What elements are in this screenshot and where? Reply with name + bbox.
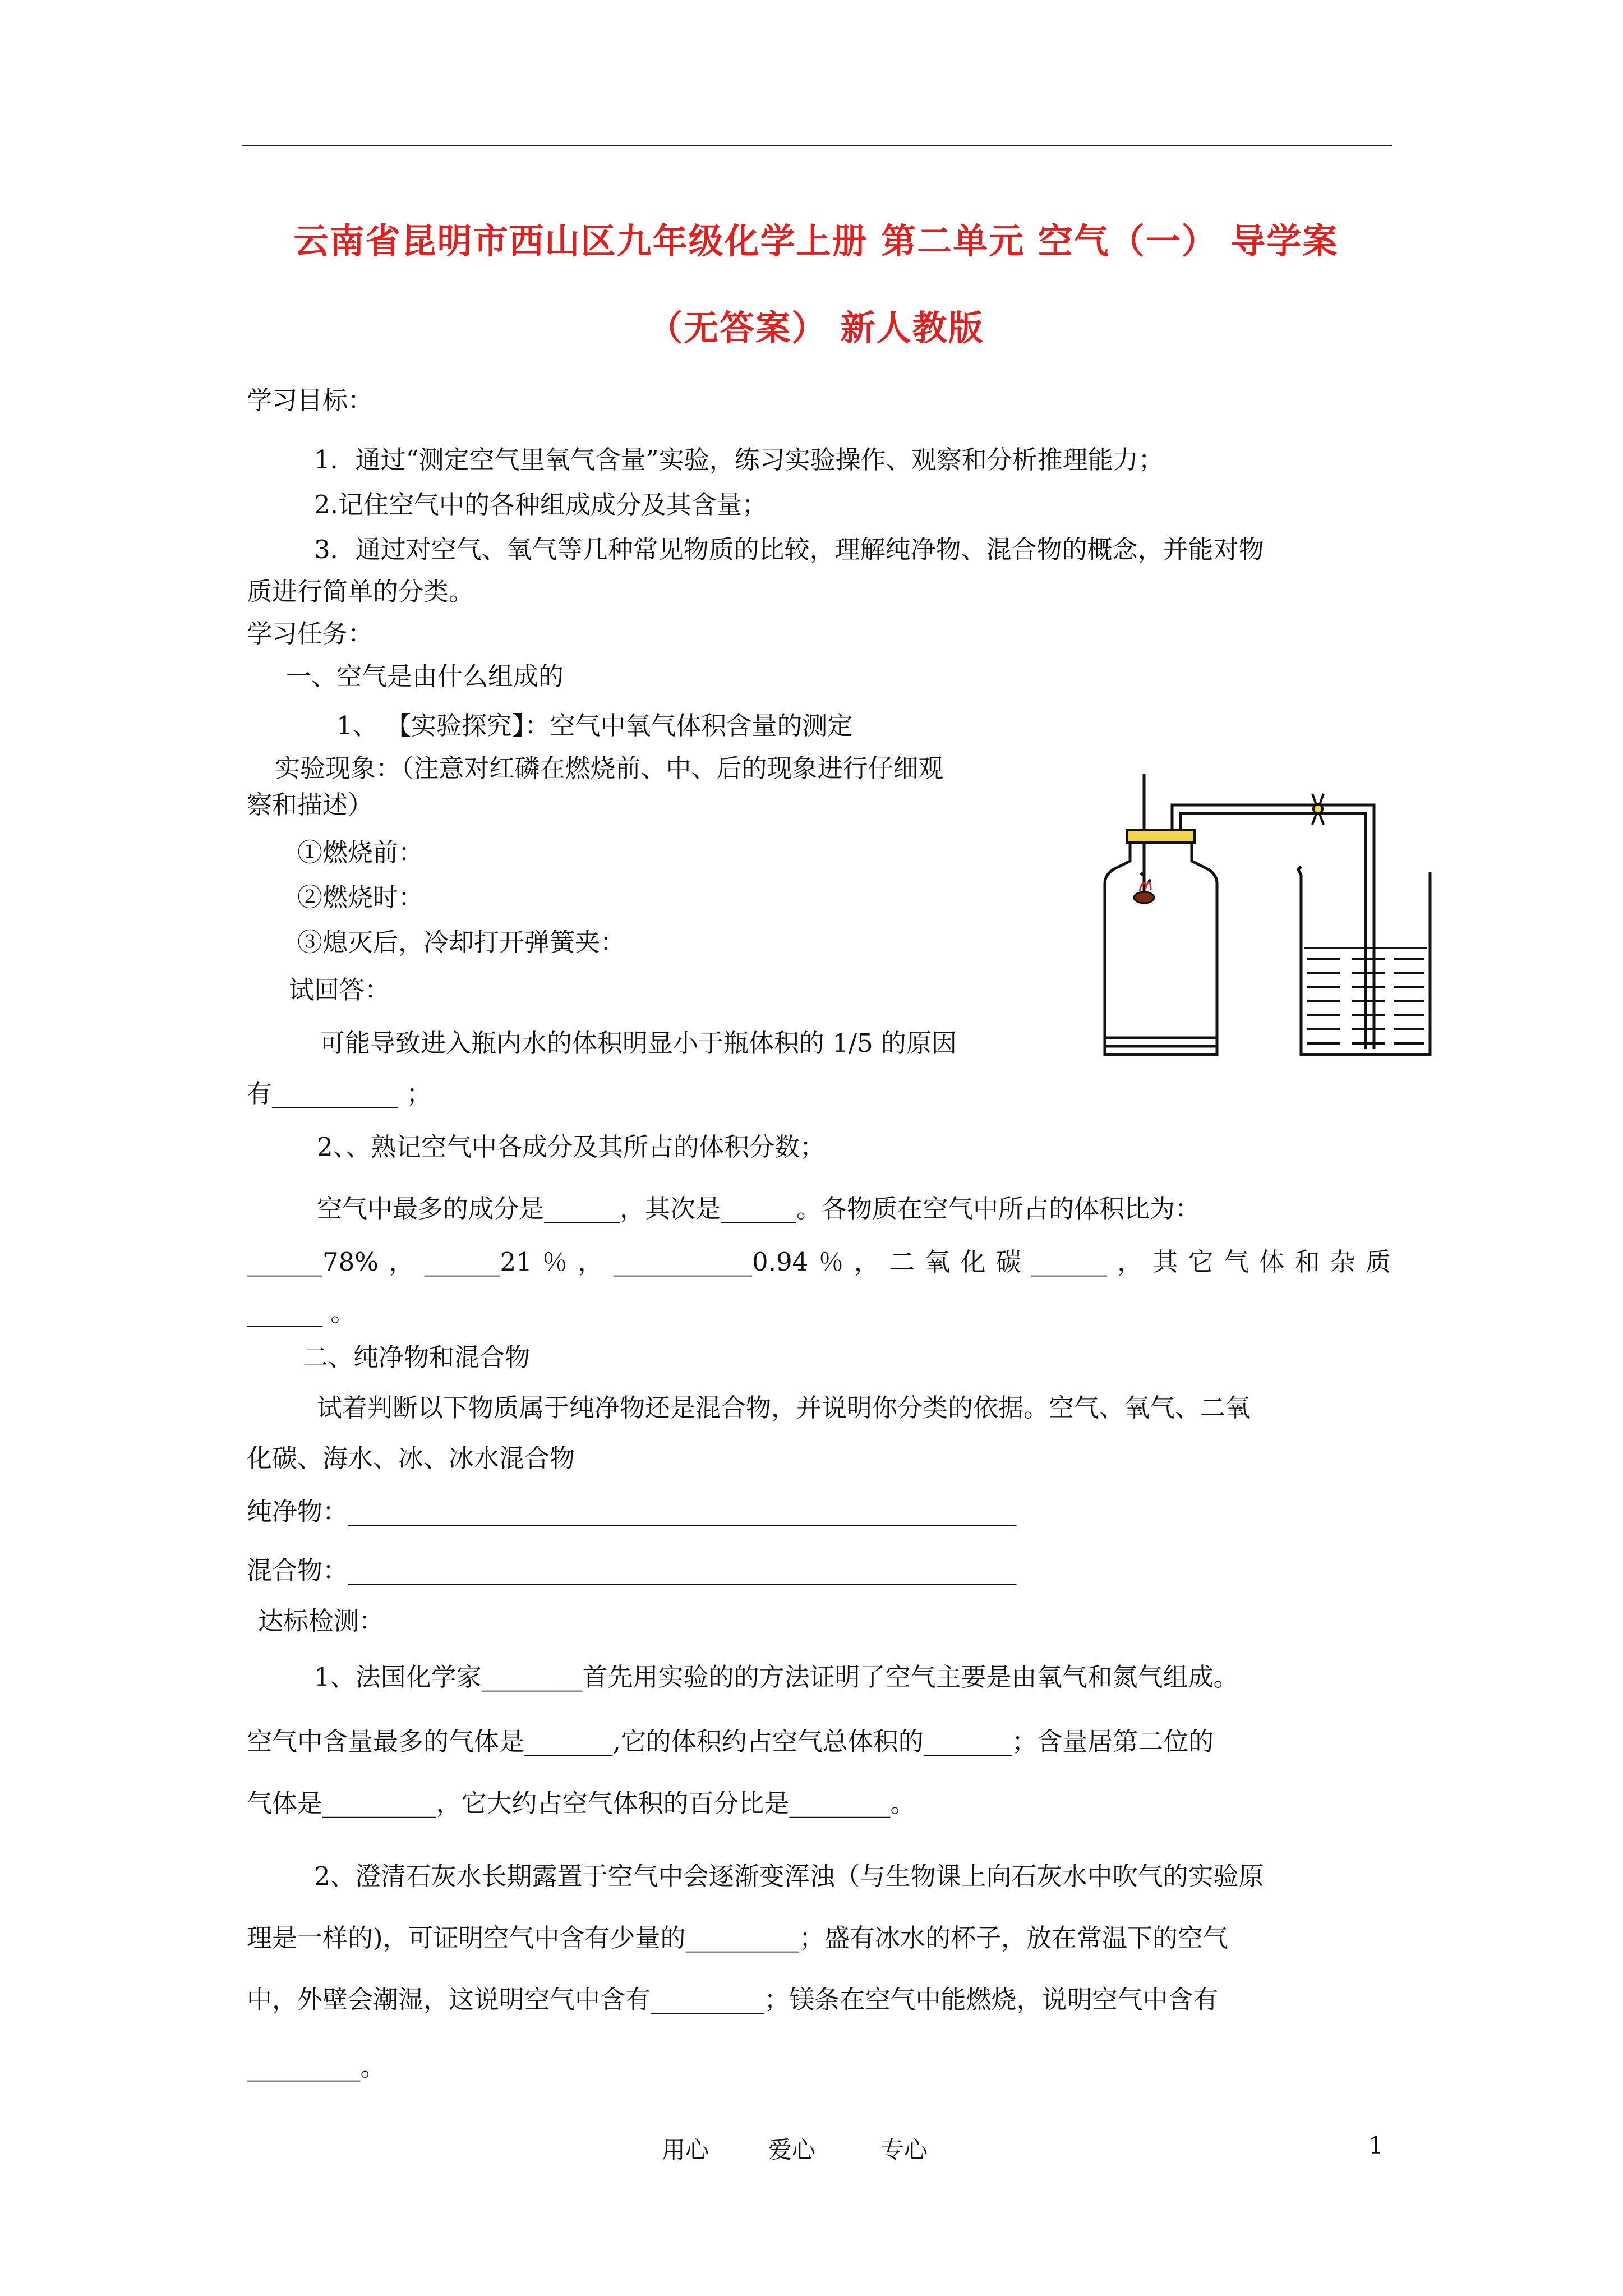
experiment-heading: 1、 【实验探究】：空气中氧气体积含量的测定 bbox=[336, 711, 853, 740]
mixture-line: 混合物：_____________________________________________________ bbox=[247, 1556, 1017, 1585]
question2-line-d: _________。 bbox=[247, 2052, 386, 2082]
footer-motto-2: 爱心 bbox=[768, 2136, 816, 2164]
test-heading: 达标检测： bbox=[258, 1606, 385, 1636]
reason-line-a: 可能导致进入瓶内水的体积明显小于瓶体积的 1/5 的原因 bbox=[320, 1028, 957, 1058]
after-burning: ③熄灭后，冷却打开弹簧夹： bbox=[297, 927, 626, 957]
collecting-bottle bbox=[1105, 836, 1217, 1055]
composition-heading: 2、、熟记空气中各成分及其所占的体积分数； bbox=[317, 1132, 826, 1162]
question2-line-a: 2、澄清石灰水长期露置于空气中会逐渐变浑浊（与生物课上向石灰水中吹气的实验原 bbox=[314, 1861, 1264, 1891]
phenomena-line-a: 实验现象：（注意对红磷在燃烧前、中、后的现象进行仔细观 bbox=[275, 753, 944, 783]
oxygen-measurement-apparatus-icon bbox=[1088, 763, 1447, 1077]
objective-2: 2.记住空气中的各种组成成分及其含量； bbox=[314, 490, 767, 519]
classify-line-b: 化碳、海水、冰、冰水混合物 bbox=[247, 1443, 575, 1473]
section1-heading: 一、空气是由什么组成的 bbox=[286, 661, 564, 691]
page-number: 1 bbox=[1368, 2132, 1384, 2159]
question2-line-c: 中，外壁会潮湿，这说明空气中含有_________；镁条在空气中能燃烧，说明空气中含有 bbox=[247, 1985, 1219, 2014]
composition-line-a: 空气中最多的成分是______，其次是______。各物质在空气中所占的体积比为： bbox=[317, 1194, 1201, 1223]
question1-line-b: 空气中含量最多的气体是_______,它的体积约占空气总体积的_______；含量居第二位的 bbox=[247, 1727, 1214, 1756]
classify-line-a: 试着判断以下物质属于纯净物还是混合物，并说明你分类的依据。空气、氧气、二氧 bbox=[317, 1393, 1251, 1423]
document-title-line1: 云南省昆明市西山区九年级化学上册 第二单元 空气（一） 导学案 bbox=[293, 220, 1339, 261]
tasks-heading: 学习任务： bbox=[247, 619, 374, 648]
objective-1: 1．通过“测定空气里氧气含量”实验，练习实验操作、观察和分析推理能力； bbox=[314, 445, 1164, 475]
connecting-tube bbox=[1172, 805, 1374, 1049]
during-burning: ②燃烧时： bbox=[297, 882, 424, 912]
reason-line-b: 有__________ ； bbox=[247, 1079, 432, 1108]
footer-motto-1: 用心 bbox=[662, 2136, 709, 2164]
composition-line-b: ______78%，______21％，___________0.94％，二氧化碳______，其它气体和杂质 bbox=[247, 1247, 1391, 1277]
footer-motto-3: 专心 bbox=[880, 2136, 928, 2164]
document-title-line2: （无答案） 新人教版 bbox=[648, 307, 984, 348]
question2-line-b: 理是一样的)，可证明空气中含有少量的_________；盛有冰水的杯子，放在常温下的空气 bbox=[247, 1923, 1229, 1953]
answer-label: 试回答： bbox=[289, 975, 390, 1005]
header-rule bbox=[242, 145, 1392, 146]
phenomena-line-b: 察和描述） bbox=[247, 790, 374, 820]
objective-3b: 质进行简单的分类。 bbox=[247, 577, 474, 606]
stopper-fill bbox=[1128, 831, 1193, 841]
objective-3a: 3．通过对空气、氧气等几种常见物质的比较，理解纯净物、混合物的概念，并能对物 bbox=[314, 535, 1264, 564]
section2-heading: 二、纯净物和混合物 bbox=[303, 1342, 531, 1372]
question1-line-a: 1、法国化学家________首先用实验的的方法证明了空气主要是由氧气和氮气组成。 bbox=[314, 1662, 1239, 1692]
pure-substance-line: 纯净物：_____________________________________________________ bbox=[247, 1497, 1017, 1526]
objectives-heading: 学习目标： bbox=[247, 385, 374, 415]
question1-line-c: 气体是_________，它大约占空气体积的百分比是________。 bbox=[247, 1788, 916, 1818]
composition-line-c: ______ 。 bbox=[247, 1297, 356, 1327]
before-burning: ①燃烧前： bbox=[297, 838, 424, 867]
spring-clamp bbox=[1312, 794, 1324, 825]
